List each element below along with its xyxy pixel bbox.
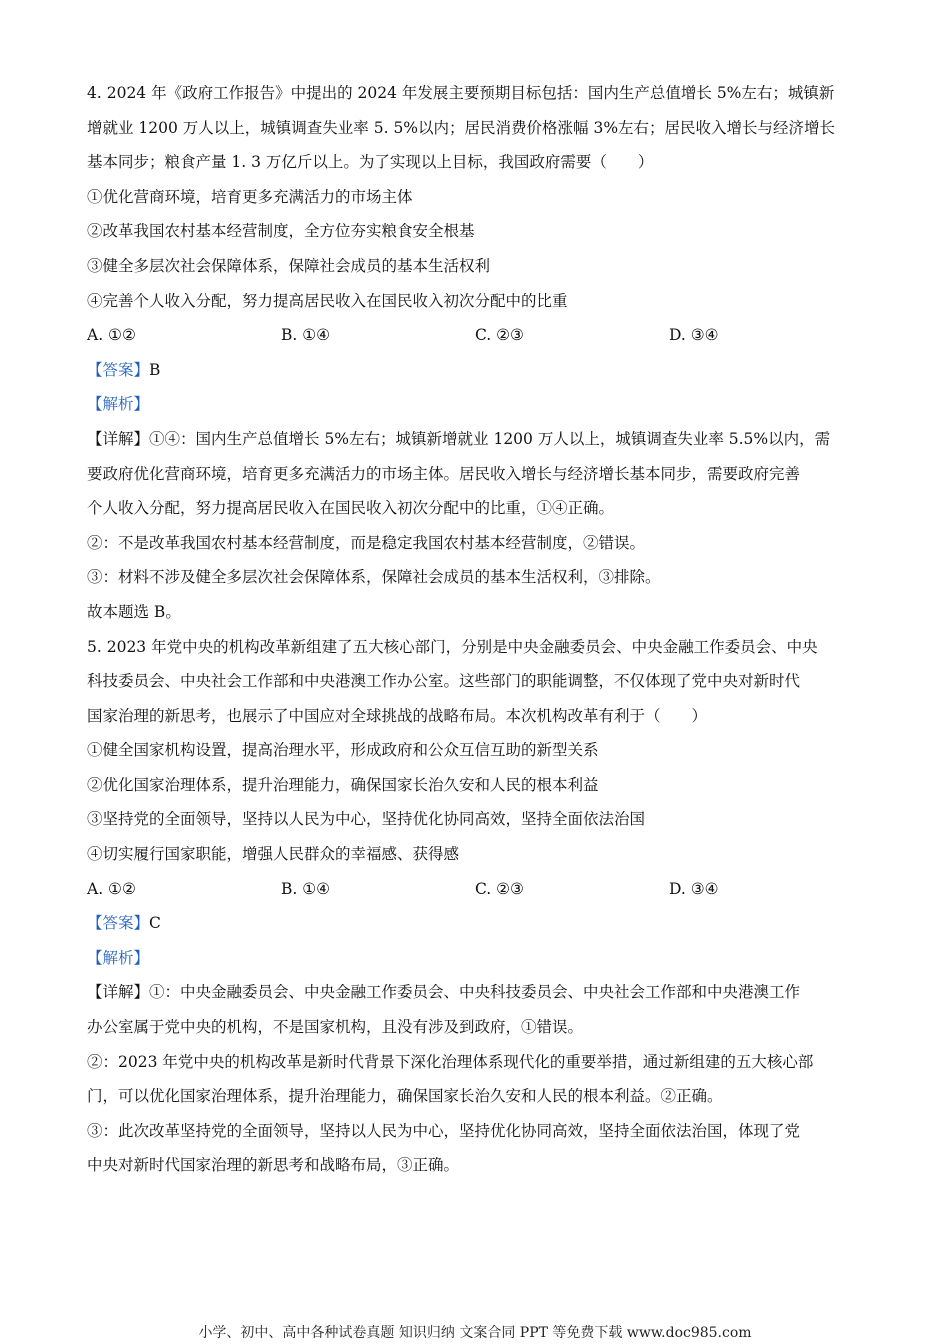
q4-stem-line-3: 基本同步；粮食产量 1. 3 万亿斤以上。为了实现以上目标，我国政府需要（ ） xyxy=(87,153,654,172)
question-4 xyxy=(87,76,867,630)
detail-text: ①：中央金融委员会、中央金融工作委员会、中央科技委员会、中央社会工作部和中央港澳工作 xyxy=(149,983,801,1002)
q4-detail-line-2: 要政府优化营商环境，培育更多充满活力的市场主体。居民收入增长与经济增长基本同步，需要政府完善 xyxy=(87,464,801,483)
question-5 xyxy=(87,630,867,1184)
q4-stem-line-2: 增就业 1200 万人以上，城镇调查失业率 5. 5%以内；居民消费价格涨幅 3%左右；居民收入增长与经济增长 xyxy=(87,118,836,137)
q4-detail-line-3: 个人收入分配，努力提高居民收入在国民收入初次分配中的比重，①④正确。 xyxy=(87,499,615,518)
q5-stem-line-3: 国家治理的新思考，也展示了中国应对全球挑战的战略布局。本次机构改革有利于（ ） xyxy=(87,706,708,725)
q4-option-b: B. ①④ xyxy=(281,326,331,345)
q4-item-4: ④完善个人收入分配，努力提高居民收入在国民收入初次分配中的比重 xyxy=(87,291,568,310)
q4-analysis xyxy=(87,387,867,422)
q5-analysis xyxy=(87,941,867,976)
q4-options xyxy=(87,318,867,353)
q4-detail-line-4: ②：不是改革我国农村基本经营制度，而是稳定我国农村基本经营制度，②错误。 xyxy=(87,533,646,552)
q4-item-1: ①优化营商环境，培育更多充满活力的市场主体 xyxy=(87,187,413,206)
q4-stem-line-1: 4. 2024 年《政府工作报告》中提出的 2024 年发展主要预期目标包括：国内生产总值增长 5%左右；城镇新 xyxy=(87,84,835,102)
q5-answer xyxy=(87,906,867,941)
detail-tag: 【详解】 xyxy=(87,429,150,448)
q5-option-c: C. ②③ xyxy=(475,879,524,898)
q4-item-2: ②改革我国农村基本经营制度，全方位夯实粮食安全根基 xyxy=(87,222,475,241)
q4-item-3: ③健全多层次社会保障体系，保障社会成员的基本生活权利 xyxy=(87,256,491,275)
q5-option-d: D. ③④ xyxy=(669,879,719,898)
answer-value: C xyxy=(149,914,161,933)
answer-value: B xyxy=(149,360,161,379)
q5-item-4: ④切实履行国家职能，增强人民群众的幸福感、获得感 xyxy=(87,845,460,864)
q5-item-3: ③坚持党的全面领导，坚持以人民为中心，坚持优化协同高效，坚持全面依法治国 xyxy=(87,810,646,829)
q5-detail-line-3: ②：2023 年党中央的机构改革是新时代背景下深化治理体系现代化的重要举措，通过新组建的五大核心部 xyxy=(87,1052,814,1071)
q5-detail-line-5: ③：此次改革坚持党的全面领导，坚持以人民为中心，坚持优化协同高效，坚持全面依法治国，体现了党 xyxy=(87,1121,801,1140)
q5-stem-line-1: 5. 2023 年党中央的机构改革新组建了五大核心部门，分别是中央金融委员会、中央金融工作委员会、中央 xyxy=(87,637,818,656)
q4-option-a: A. ①② xyxy=(87,326,136,345)
q4-option-c: C. ②③ xyxy=(475,326,524,345)
answer-tag: 【答案】 xyxy=(87,914,150,933)
q4-detail-line-1 xyxy=(87,422,867,457)
q5-detail-line-4: 门，可以优化国家治理体系，提升治理能力，确保国家长治久安和人民的根本利益。②正确。 xyxy=(87,1087,723,1106)
page-footer: 小学、初中、高中各种试卷真题 知识归纳 文案合同 PPT 等免费下载 www.doc985.com xyxy=(198,1325,752,1341)
detail-tag: 【详解】 xyxy=(87,983,150,1002)
detail-text: ①④：国内生产总值增长 5%左右；城镇新增就业 1200 万人以上，城镇调查失业率 5.5%以内，需 xyxy=(149,429,831,448)
analysis-tag: 【解析】 xyxy=(87,948,150,967)
q4-option-d: D. ③④ xyxy=(669,326,719,345)
q5-item-2: ②优化国家治理体系，提升治理能力，确保国家长治久安和人民的根本利益 xyxy=(87,775,599,794)
q5-stem-line-2: 科技委员会、中央社会工作部和中央港澳工作办公室。这些部门的职能调整，不仅体现了党中央对新时代 xyxy=(87,672,801,691)
page-content xyxy=(87,76,867,1183)
q4-detail-line-6: 故本题选 B。 xyxy=(87,602,181,621)
analysis-tag: 【解析】 xyxy=(87,395,150,414)
answer-tag: 【答案】 xyxy=(87,360,150,379)
q5-option-a: A. ①② xyxy=(87,879,136,898)
q5-item-1: ①健全国家机构设置，提高治理水平，形成政府和公众互信互助的新型关系 xyxy=(87,741,599,760)
q5-option-b: B. ①④ xyxy=(281,879,331,898)
q5-detail-line-6: 中央对新时代国家治理的新思考和战略布局，③正确。 xyxy=(87,1156,460,1175)
q4-detail-line-5: ③：材料不涉及健全多层次社会保障体系，保障社会成员的基本生活权利，③排除。 xyxy=(87,568,661,587)
q5-options xyxy=(87,872,867,907)
q4-answer xyxy=(87,353,867,388)
q5-detail-line-1 xyxy=(87,975,867,1010)
q5-detail-line-2: 办公室属于党中央的机构，不是国家机构，且没有涉及到政府，①错误。 xyxy=(87,1018,584,1037)
